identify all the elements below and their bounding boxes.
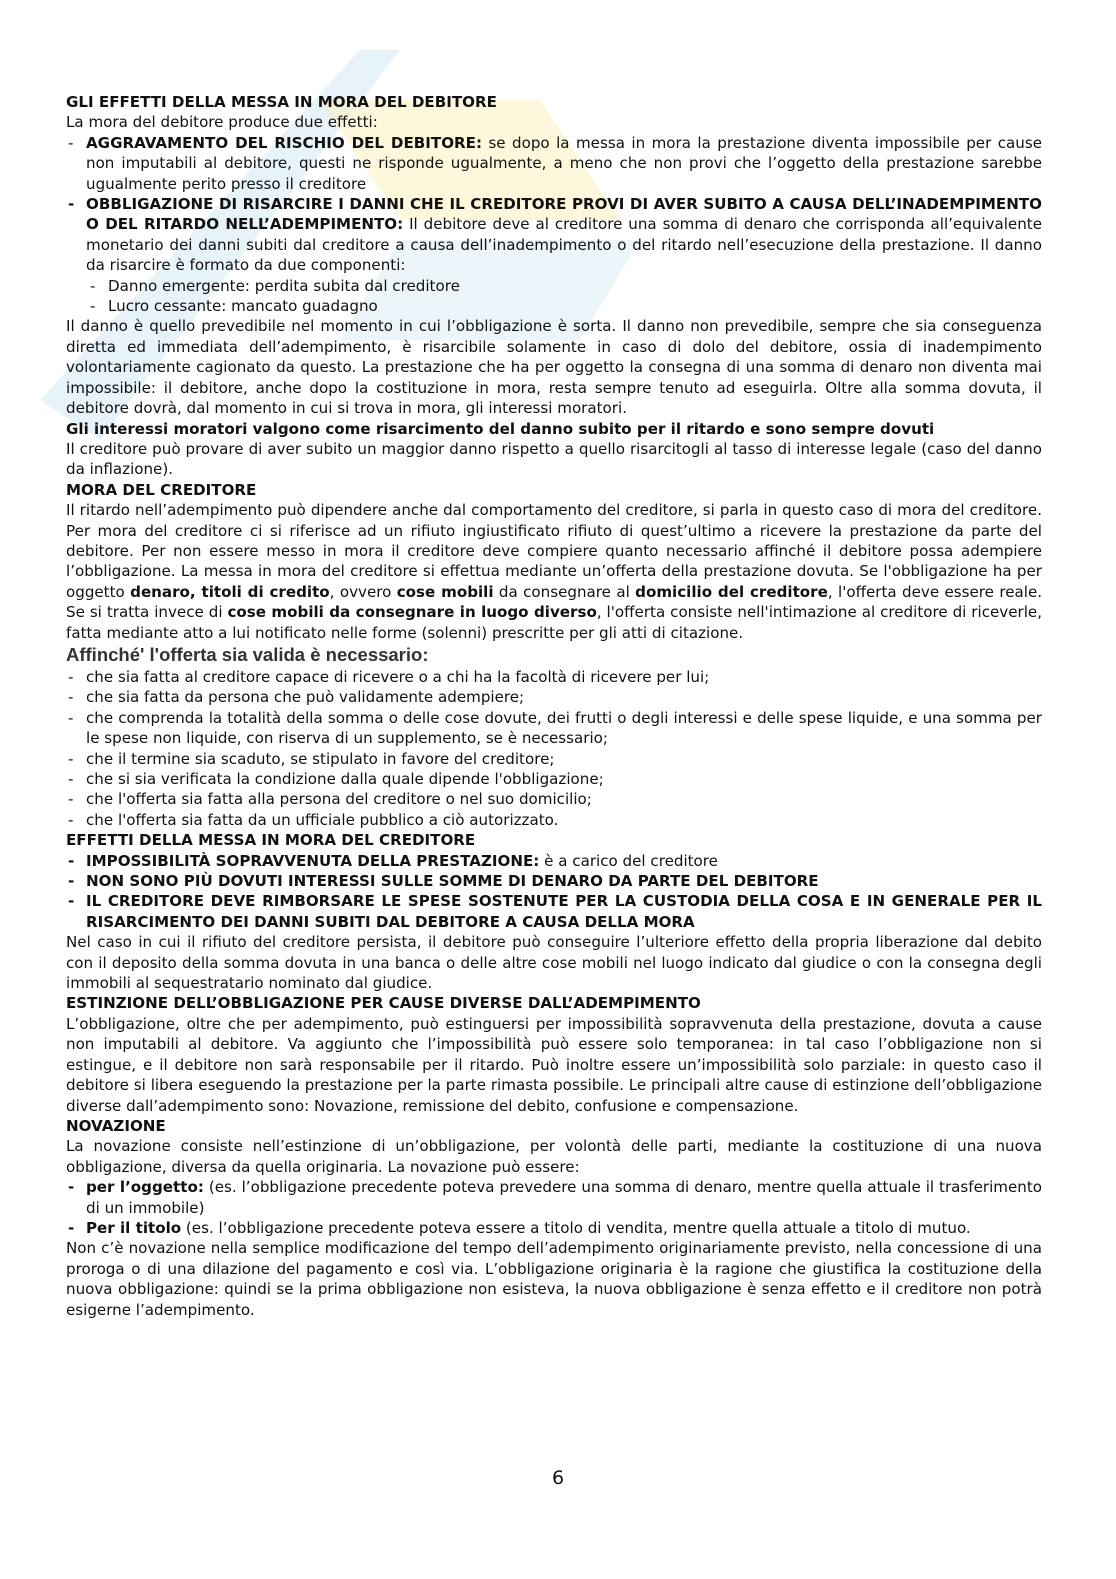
bold-term: cose mobili da consegnare in luogo diverso: [227, 603, 597, 622]
paragraph: [66, 500, 1042, 643]
paragraph: Non c’è novazione nella semplice modificazione del tempo dell’adempimento originariamente previsto, nella concessione di una proroga o di una dilazione del pagamento e così via. L’obbligazione originaria è la ragione che giustifica la costituzione della nuova obbligazione: quindi se la prima obbligazione non esisteva, la nuova obbligazione è senza effetto e il creditore non potrà esigerne l’adempimento.: [66, 1239, 1042, 1319]
list-item-text: (es. l’obbligazione precedente poteva essere a titolo di vendita, mentre quella attuale a titolo di mutuo.: [181, 1218, 971, 1237]
list-item: [66, 133, 1042, 194]
section-title: ESTINZIONE DELL’OBBLIGAZIONE PER CAUSE DIVERSE DALL’ADEMPIMENTO: [66, 994, 701, 1013]
sub-list-item: - Danno emergente: perdita subita dal creditore: [66, 276, 1042, 296]
paragraph: La mora del debitore produce due effetti:: [66, 113, 378, 132]
paragraph: Nel caso in cui il rifiuto del creditore persista, il debitore può conseguire l’ulteriore effetto della propria liberazione dal debito con il deposito della somma dovuta in una banca o delle altre cose mobili nel luogo indicato dal giudice o con la consegna degli immobili al sequestratario nominato dal giudice.: [66, 933, 1042, 993]
list-item-text: (es. l’obbligazione precedente poteva prevedere una somma di denaro, mentre quella attuale il trasferimento di un immobile): [86, 1178, 1042, 1217]
section-title: NOVAZIONE: [66, 1116, 166, 1135]
list-item: - che l'offerta sia fatta da un ufficiale pubblico a ciò autorizzato.: [66, 810, 1042, 830]
bold-term: domicilio del creditore: [635, 582, 828, 601]
paragraph: La novazione consiste nell’estinzione di un’obbligazione, per volontà delle parti, mediante la costituzione di una nuova obbligazione, diversa da quella originaria. La novazione può essere:: [66, 1137, 1042, 1176]
text-run: Il ritardo nell’adempimento può dipendere anche dal comportamento del creditore, si parla in questo caso di mora del creditore. Per mora del creditore ci si riferisce ad un rifiuto ingiustificato rifiuto di quest’ultimo a ricevere la prestazione da parte del debitore. Per non essere messo in mora il creditore deve compiere quanto necessario affinché il debitore possa adempiere l’obbligazione. La messa in mora del creditore si effettua mediante un’offerta della prestazione dovuta. Se l'obbligazione ha per oggetto: [66, 501, 1042, 601]
text-run: , ovvero: [329, 582, 397, 601]
section-title: MORA DEL CREDITORE: [66, 480, 257, 499]
paragraph: Il danno è quello prevedibile nel momento in cui l’obbligazione è sorta. Il danno non prevedibile, sempre che sia conseguenza diretta ed immediata dell’adempimento, è risarcibile solamente in caso di dolo del debitore, ossia di inadempimento volontariamente cagionato da questo. La prestazione che ha per oggetto la consegna di una somma di denaro non diventa mai impossibile: il debitore, anche dopo la costituzione in mora, resta sempre tenuto ad eseguirla. Oltre alla somma dovuta, il debitore dovrà, dal momento in cui si trova in mora, gli interessi moratori.: [66, 317, 1042, 418]
list-item: - che l'offerta sia fatta alla persona del creditore o nel suo domicilio;: [66, 789, 1042, 809]
section-title: GLI EFFETTI DELLA MESSA IN MORA DEL DEBITORE: [66, 93, 497, 111]
sub-list-item: - Lucro cessante: mancato guadagno: [66, 296, 1042, 316]
bold-term: IMPOSSIBILITÀ SOPRAVVENUTA DELLA PRESTAZIONE:: [86, 851, 540, 870]
bold-term: AGGRAVAMENTO DEL RISCHIO DEL DEBITORE:: [86, 133, 482, 152]
text-run: , l'offerta deve essere reale. Se si tratta invece di: [66, 582, 1043, 622]
text-run: da consegnare al: [493, 582, 636, 601]
section-title: EFFETTI DELLA MESSA IN MORA DEL CREDITORE: [66, 831, 476, 850]
document-page: [66, 92, 1042, 1320]
list-item-text: se dopo la messa in mora la prestazione diventa impossibile per cause non imputabili al debitore, questi ne risponde ugualmente, a meno che non provi che l’oggetto della prestazione sarebbe ugualmente perito presso il creditore: [86, 133, 1042, 193]
list-item-text: Il debitore deve al creditore una somma di denaro che corrisponda all’equivalente monetario dei danni subiti dal creditore a causa dell’inadempimento o del ritardo nell’esecuzione della prestazione. Il danno da risarcire è formato da due componenti:: [86, 215, 1042, 275]
list-item: [66, 1218, 1042, 1238]
list-item: - che comprenda la totalità della somma o delle cose dovute, dei frutti o degli interessi e delle spese liquide, e una somma per le spese non liquide, con riserva di un supplemento, se è necessario;: [66, 708, 1042, 749]
bold-term: IL CREDITORE DEVE RIMBORSARE LE SPESE SOSTENUTE PER LA CUSTODIA DELLA COSA E IN GENERALE PER IL RISARCIMENTO DEI DANNI SUBITI DAL DEBITORE A CAUSA DELLA MORA: [86, 892, 1042, 931]
subsection-title: Affinché' l'offerta sia valida è necessario:: [66, 643, 429, 665]
bold-term: NON SONO PIÙ DOVUTI INTERESSI SULLE SOMME DI DENARO DA PARTE DEL DEBITORE: [86, 872, 819, 891]
list-item: [66, 851, 1042, 871]
bold-statement: Gli interessi moratori valgono come risarcimento del danno subito per il ritardo e sono sempre dovuti: [66, 419, 935, 438]
list-item-text: è a carico del creditore: [539, 851, 718, 870]
list-item: [66, 194, 1042, 276]
list-item: - che il termine sia scaduto, se stipulato in favore del creditore;: [66, 749, 1042, 769]
bold-term: OBBLIGAZIONE DI RISARCIRE I DANNI CHE IL CREDITORE PROVI DI AVER SUBITO A CAUSA DELL’INADEMPIMENTO O DEL RITARDO NELL’ADEMPIMENTO:: [86, 195, 1042, 234]
list-item: - che sia fatta al creditore capace di ricevere o a chi ha la facoltà di ricevere per lui;: [66, 667, 1042, 687]
text-run: , l'offerta consiste nell'intimazione al creditore di riceverle, fatta mediante atto a lui notificato nelle forme (solenni) prescritte per gli atti di citazione.: [66, 603, 1042, 642]
list-item: - che sia fatta da persona che può validamente adempiere;: [66, 687, 1042, 707]
bold-term: cose mobili: [396, 582, 494, 601]
list-item: [66, 1177, 1042, 1218]
bold-term: Per il titolo: [86, 1218, 182, 1237]
list-item: - che si sia verificata la condizione dalla quale dipende l'obbligazione;: [66, 769, 1042, 789]
list-item: [66, 891, 1042, 932]
paragraph: L’obbligazione, oltre che per adempimento, può estinguersi per impossibilità sopravvenuta della prestazione, dovuta a cause non imputabili al debitore. Va aggiunto che l’impossibilità può essere solo temporanea: in tal caso l’obbligazione non si estingue, e il debitore non sarà responsabile per il ritardo. Può inoltre essere un’impossibilità solo parziale: in questo caso il debitore si libera eseguendo la prestazione per la parte rimasta possibile. Le principali altre cause di estinzione dell’obbligazione diverse dall’adempimento sono: Novazione, remissione del debito, confusione e compensazione.: [66, 1014, 1042, 1115]
bold-term: per l’oggetto:: [86, 1178, 204, 1197]
list-item: [66, 871, 1042, 891]
page-number: 6: [551, 1467, 565, 1489]
bold-term: denaro, titoli di credito: [130, 582, 330, 601]
paragraph: Il creditore può provare di aver subito un maggior danno rispetto a quello risarcitogli al tasso di interesse legale (caso del danno da inflazione).: [66, 439, 1042, 479]
